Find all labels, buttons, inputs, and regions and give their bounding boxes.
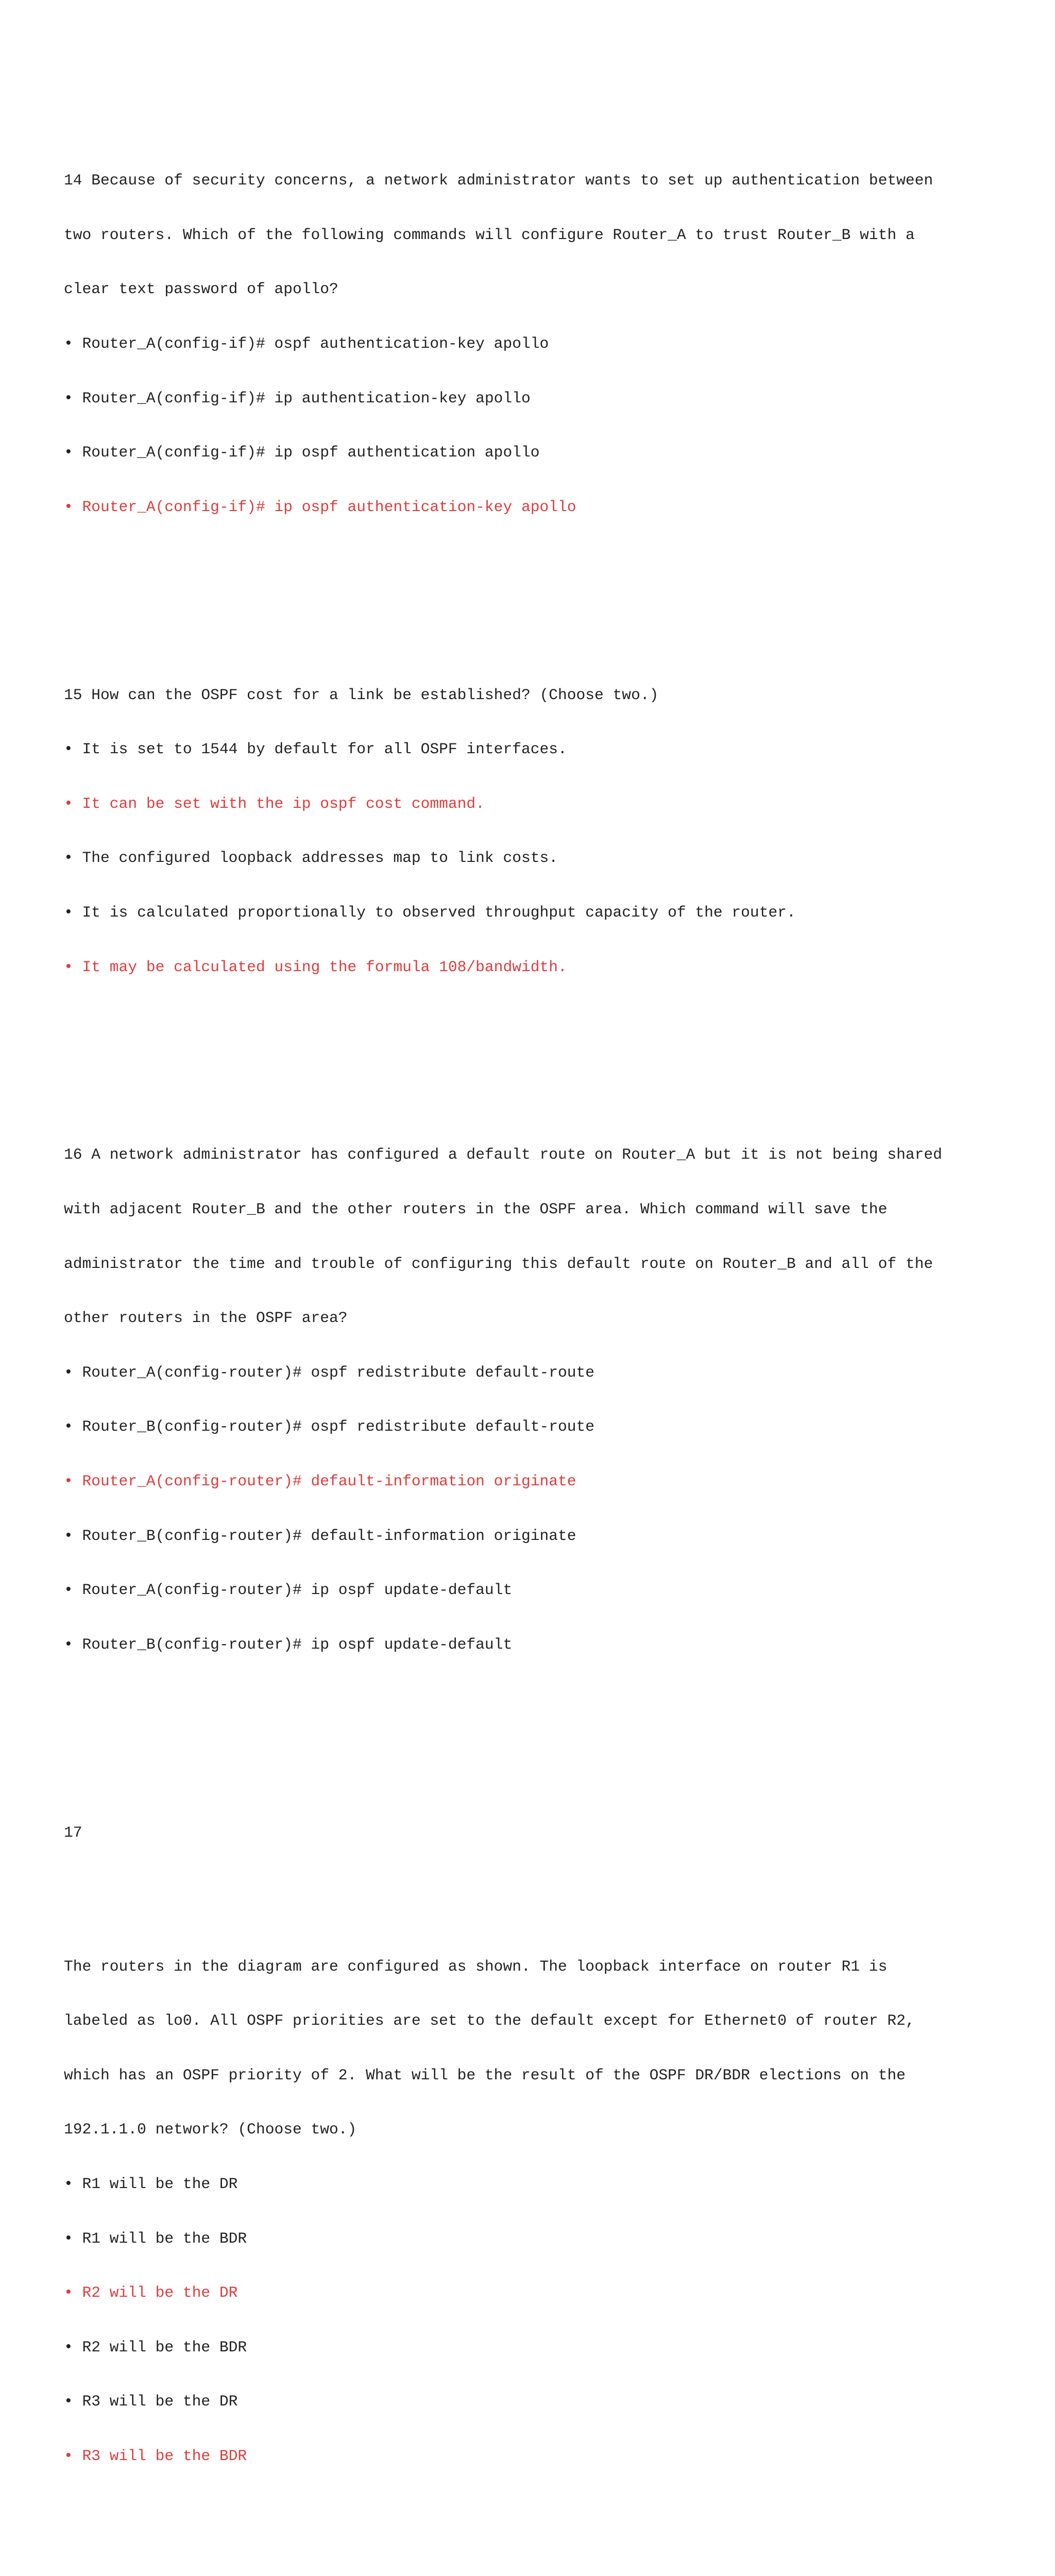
answer-option: • Router_A(config-router)# ospf redistribute default-route <box>64 1363 595 1381</box>
answer-option: • Router_B(config-router)# ospf redistribute default-route <box>64 1418 595 1436</box>
answer-option-correct: • It may be calculated using the formula 108/bandwidth. <box>64 958 567 976</box>
question-text: clear text password of apollo? <box>64 280 338 298</box>
answer-option: • It is calculated proportionally to observed throughput capacity of the router. <box>64 903 796 921</box>
document-body <box>64 63 1022 2576</box>
question-text: labeled as lo0. All OSPF priorities are set to the default except for Ethernet0 of router R2, <box>64 2012 915 2030</box>
answer-option: • R3 will be the DR <box>64 2393 238 2411</box>
question-text: other routers in the OSPF area? <box>64 1309 348 1327</box>
answer-option: • Router_B(config-router)# ip ospf update-default <box>64 1635 513 1653</box>
question-text: 15 How can the OSPF cost for a link be established? (Choose two.) <box>64 686 659 704</box>
answer-option: • Router_A(config-if)# ip authentication-key apollo <box>64 389 531 407</box>
question-text: which has an OSPF priority of 2. What will be the result of the OSPF DR/BDR elections on the <box>64 2066 906 2084</box>
question-text: 14 Because of security concerns, a network administrator wants to set up authentication between <box>64 172 933 190</box>
question-text: The routers in the diagram are configured as shown. The loopback interface on router R1 is <box>64 1957 888 1975</box>
spacer <box>64 2538 1022 2563</box>
question-text: administrator the time and trouble of configuring this default route on Router_B and all of the <box>64 1255 933 1273</box>
question-17 <box>64 1787 1022 2501</box>
answer-option-correct: • Router_A(config-router)# default-information originate <box>64 1472 576 1490</box>
answer-option: • It is set to 1544 by default for all OSPF interfaces. <box>64 740 567 758</box>
diagram-placeholder <box>64 1878 1022 1921</box>
question-text: 192.1.1.0 network? (Choose two.) <box>64 2121 357 2139</box>
answer-option-correct: • R2 will be the DR <box>64 2284 238 2302</box>
answer-option: • Router_A(config-router)# ip ospf update-default <box>64 1581 513 1599</box>
answer-option: • R2 will be the BDR <box>64 2338 247 2356</box>
question-number: 17 <box>64 1823 82 1841</box>
answer-option: • R1 will be the BDR <box>64 2229 247 2247</box>
answer-option: • The configured loopback addresses map to link costs. <box>64 849 558 867</box>
question-15 <box>64 650 1022 1012</box>
answer-option: • Router_A(config-if)# ip ospf authentication apollo <box>64 444 540 462</box>
answer-option: • Router_B(config-router)# default-information originate <box>64 1527 576 1545</box>
question-text: two routers. Which of the following commands will configure Router_A to trust Router_B with a <box>64 226 915 244</box>
answer-option-correct: • R3 will be the BDR <box>64 2447 247 2465</box>
answer-option: • Router_A(config-if)# ospf authentication-key apollo <box>64 335 549 352</box>
answer-option: • R1 will be the DR <box>64 2175 238 2193</box>
question-text: 16 A network administrator has configured a default route on Router_A but it is not being shared <box>64 1146 942 1164</box>
question-14 <box>64 135 1022 553</box>
answer-option-correct: • It can be set with the ip ospf cost command. <box>64 794 485 812</box>
answer-option-correct: • Router_A(config-if)# ip ospf authentication-key apollo <box>64 498 576 516</box>
question-16 <box>64 1110 1022 1690</box>
question-text: with adjacent Router_B and the other routers in the OSPF area. Which command will save the <box>64 1200 888 1218</box>
